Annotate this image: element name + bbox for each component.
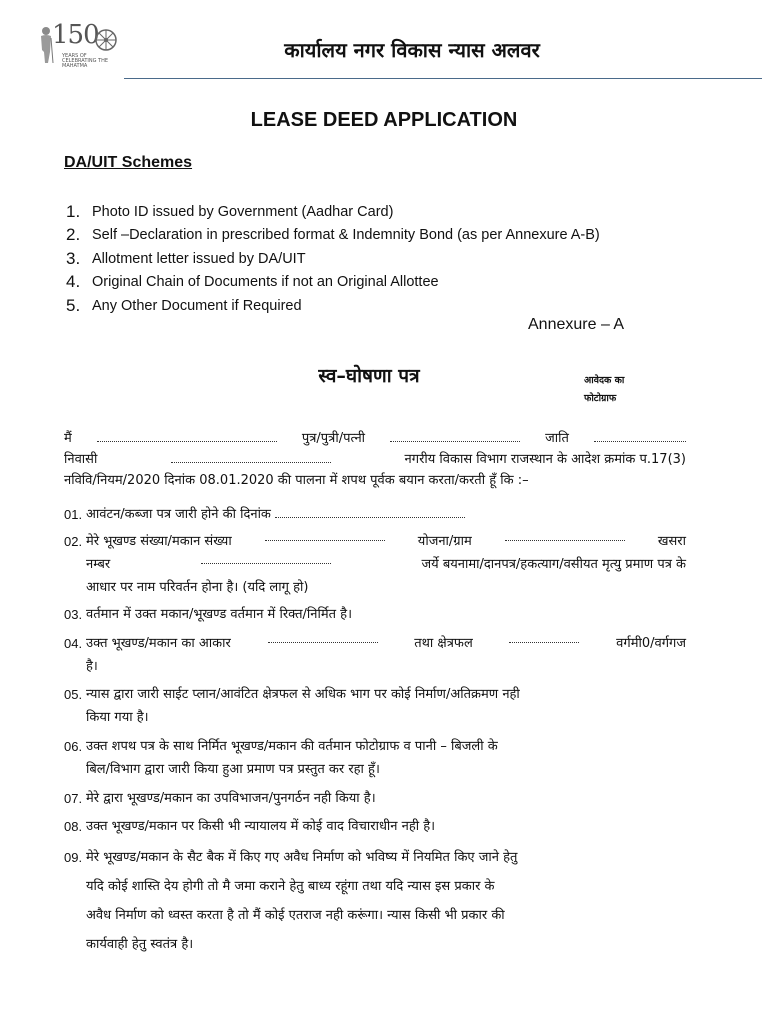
list-item: 02. मेरे भूखण्ड संख्या/मकान संख्या योजना/ग्राम खसरा नम्बर जर्ये बयनामा/दानपत्र/हकत्याग/वसीयत मृत्यु प्रमाण पत्र के आधार पर नाम परिवर्तन होना है। (यदि लागू हो) xyxy=(64,530,686,599)
plot-size-blank[interactable] xyxy=(268,632,378,643)
logo-caption: YEARS OF CELEBRATING THE MAHATMA xyxy=(62,53,109,69)
residence-blank[interactable] xyxy=(171,452,331,463)
list-item: 07. मेरे द्वारा भूखण्ड/मकान का उपविभाजन/पुनगर्ठन नही किया है। xyxy=(64,791,376,806)
declaration-title: स्व–घोषणा पत्र xyxy=(318,365,420,387)
list-item: 03. वर्तमान में उक्त मकान/भूखण्ड वर्तमान में रिक्त/निर्मित है। xyxy=(64,607,352,622)
list-item: 4. Original Chain of Documents if not an Original Allottee xyxy=(66,272,439,292)
plot-number-blank[interactable] xyxy=(265,530,385,541)
allotment-date-blank[interactable] xyxy=(275,507,465,518)
parent-name-blank[interactable] xyxy=(390,431,520,442)
list-item: 05. न्यास द्वारा जारी साईट प्लान/आवंटित क्षेत्रफल से अधिक भाग पर कोई निर्माण/अतिक्रमण नही किया गया है। xyxy=(64,687,520,725)
area-blank[interactable] xyxy=(509,632,579,643)
photo-placeholder: आवेदक का फोटोग्राफ xyxy=(584,375,625,404)
schemes-subheading: DA/UIT Schemes xyxy=(64,154,193,171)
caste-blank[interactable] xyxy=(594,431,686,442)
list-item: 5. Any Other Document if Required xyxy=(66,295,302,315)
name-blank[interactable] xyxy=(97,431,277,442)
annexure-label: Annexure – A xyxy=(528,316,625,333)
list-item: 09. मेरे भूखण्ड/मकान के सैट बैक में किए गए अवैध निर्माण को भविष्य में नियमित किए जाने हेतु यदि कोई शास्ति देय होगी तो मै जमा कराने हेतु बाध्य रहूंगा तथा यदि न्यास इस प्रकार के अवैध निर्माण को ध्वस्त करता है तो मैं कोई एतराज नही करूंगा। न्यास किसी भी प्रकार की कार्यवाही हेतु स्वतंत्र है। xyxy=(64,850,518,952)
list-item: 04. उक्त भूखण्ड/मकान का आकार तथा क्षेत्रफल वर्गमी0/वर्गगज है। xyxy=(64,632,686,678)
list-item: 01. आवंटन/कब्जा पत्र जारी होने की दिनांक xyxy=(64,503,686,526)
list-item: 08. उक्त भूखण्ड/मकान पर किसी भी न्यायालय में कोई वाद विचाराधीन नही है। xyxy=(64,819,436,834)
header-divider xyxy=(124,78,762,79)
scheme-village-blank[interactable] xyxy=(505,530,625,541)
requirements-list xyxy=(66,200,706,318)
list-item: 2. Self –Declaration in prescribed format & Indemnity Bond (as per Annexure A-B) xyxy=(66,225,600,245)
office-title: कार्यालय नगर विकास न्यास अलवर xyxy=(284,38,540,62)
declaration-intro: मैं पुत्र/पुत्री/पत्नी जाति निवासी नगरीय विकास विभाग राजस्थान के आदेश क्रमांक प.17(3) नविवि/नियम/2020 दिनांक 08.01.2020 की पालना में शपथ पूर्वक बयान करता/करती हूँ कि :– xyxy=(64,431,686,488)
khasra-number-blank[interactable] xyxy=(201,553,331,564)
page-title: LEASE DEED APPLICATION xyxy=(250,109,518,131)
list-item: 3. Allotment letter issued by DA/UIT xyxy=(66,248,306,268)
list-item: 06. उक्त शपथ पत्र के साथ निर्मित भूखण्ड/मकान की वर्तमान फोटोग्राफ व पानी – बिजली के बिल/विभाग द्वारा जारी किया हुआ प्रमाण पत्र प्रस्तुत कर रहा हूँ। xyxy=(64,739,498,777)
list-item: 1. Photo ID issued by Government (Aadhar Card) xyxy=(66,201,394,221)
logo-number: 150 xyxy=(52,20,99,50)
